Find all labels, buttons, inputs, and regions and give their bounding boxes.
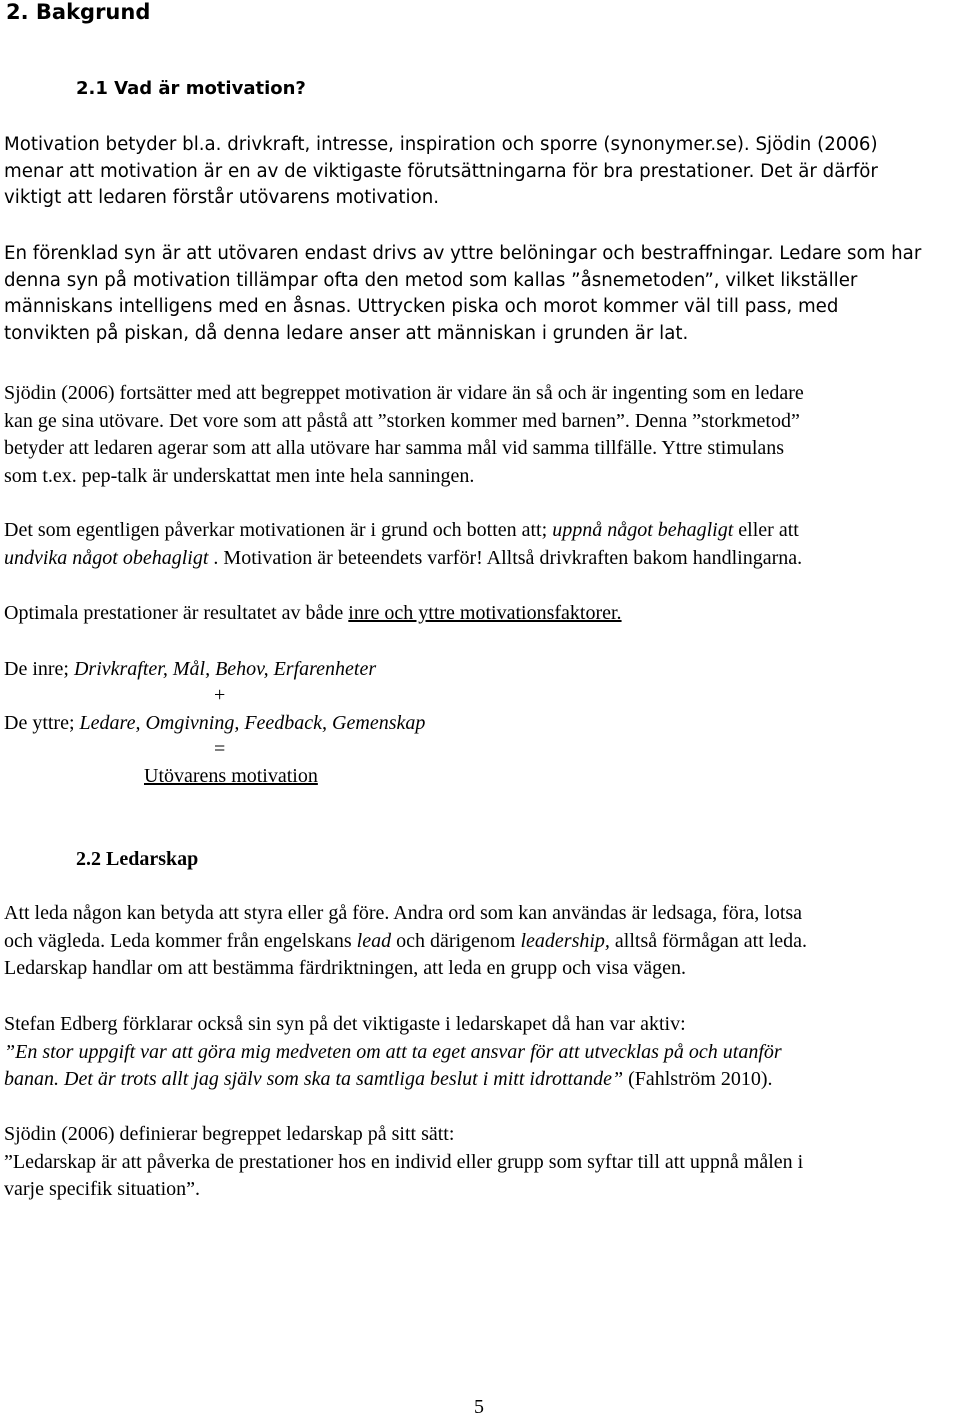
text-line: Optimala prestationer är resultatet av både inre och yttre motivationsfaktorer.: [4, 602, 622, 624]
inner-factors: Drivkrafter, Mål, Behov, Erfarenheter: [73, 658, 377, 680]
text-line: och vägleda. Leda kommer från engelskans lead och därigenom leadership, alltså förmågan att leda.: [4, 929, 808, 952]
section-heading-2-1: 2.1 Vad är motivation?: [76, 78, 306, 99]
text-line: Sjödin (2006) fortsätter med att begreppet motivation är vidare än så och är ingenting som en ledare: [4, 382, 804, 404]
paragraph-definition: [4, 132, 956, 212]
text-line: undvika något obehagligt . Motivation är beteendets varför! Alltså drivkraften bakom handlingarna.: [4, 546, 803, 569]
page-number: 5: [474, 1396, 484, 1418]
formula-result: Utövarens motivation: [144, 765, 318, 787]
underlined-phrase: inre och yttre motivationsfaktorer.: [348, 602, 622, 624]
text-line: Det som egentligen påverkar motivationen är i grund och botten att; uppnå något behagligt eller att: [4, 519, 799, 541]
section-heading-2-2: 2.2 Ledarskap: [76, 848, 199, 870]
paragraph-leading: [4, 900, 956, 983]
formula-plus: +: [214, 684, 226, 706]
paragraph-sjodin-definition: [4, 1121, 956, 1204]
formula-equals: =: [214, 738, 226, 760]
text-line: Ledarskap handlar om att bestämma färdriktningen, att leda en grupp och visa vägen.: [4, 957, 686, 979]
text-line: denna syn på motivation tillämpar ofta den metod som kallas ”åsnemetoden”, vilket likställer: [4, 269, 858, 291]
paragraph-what-affects: [4, 517, 956, 572]
paragraph-optimal-performance: [4, 600, 956, 628]
emphasis: uppnå något behagligt: [552, 519, 734, 541]
outer-factors: Ledare, Omgivning, Feedback, Gemenskap: [79, 712, 426, 734]
text-line: Att leda någon kan betyda att styra eller gå före. Andra ord som kan användas är ledsaga, föra, lotsa: [4, 902, 803, 924]
chapter-heading: 2. Bakgrund: [6, 0, 151, 24]
text-line: En förenklad syn är att utövaren endast drivs av yttre belöningar och bestraffningar. Ledare som har: [4, 243, 922, 264]
text-line: ”En stor uppgift var att göra mig medveten om att ta eget ansvar för att utvecklas på och utanför: [4, 1040, 782, 1063]
text-line: menar att motivation är en av de viktigaste förutsättningarna för bra prestationer. Det är därför: [4, 160, 878, 182]
text-line: Sjödin (2006) definierar begreppet ledarskap på sitt sätt:: [4, 1123, 455, 1145]
emphasis: undvika något obehagligt: [4, 546, 209, 569]
text-line: människans intelligens med en åsnas. Uttrycken piska och morot kommer väl till pass, med: [4, 296, 839, 317]
paragraph-simplified-view: [4, 241, 956, 347]
text-line: som t.ex. pep-talk är underskattat men inte hela sanningen.: [4, 464, 475, 487]
text-line: betyder att ledaren agerar som att alla utövare har samma mål vid samma tillfälle. Yttre stimulans: [4, 437, 785, 459]
paragraph-edberg-quote: [4, 1011, 956, 1094]
text-line: Stefan Edberg förklarar också sin syn på det viktigaste i ledarskapet då han var aktiv:: [4, 1013, 686, 1035]
paragraph-sjodin-continues: [4, 380, 956, 490]
text-line: kan ge sina utövare. Det vore som att påstå att ”storken kommer med barnen”. Denna ”storkmetod”: [4, 409, 800, 432]
text-line: Motivation betyder bl.a. drivkraft, intresse, inspiration och sporre (synonymer.se). Sjödin (2006): [4, 134, 878, 155]
formula-inner-line: De inre; Drivkrafter, Mål, Behov, Erfarenheter: [4, 658, 377, 680]
formula-outer-line: De yttre; Ledare, Omgivning, Feedback, Gemenskap: [4, 712, 426, 734]
text-line: viktigt att ledaren förstår utövarens motivation.: [4, 187, 440, 208]
text-line: tonvikten på piskan, då denna ledare anser att människan i grunden är lat.: [4, 322, 689, 344]
text-line: banan. Det är trots allt jag själv som ska ta samtliga beslut i mitt idrottande” (Fahlström 2010).: [4, 1068, 773, 1090]
text-line: ”Ledarskap är att påverka de prestationer hos en individ eller grupp som syftar till att uppnå målen i: [4, 1150, 804, 1173]
text-line: varje specifik situation”.: [4, 1178, 201, 1200]
